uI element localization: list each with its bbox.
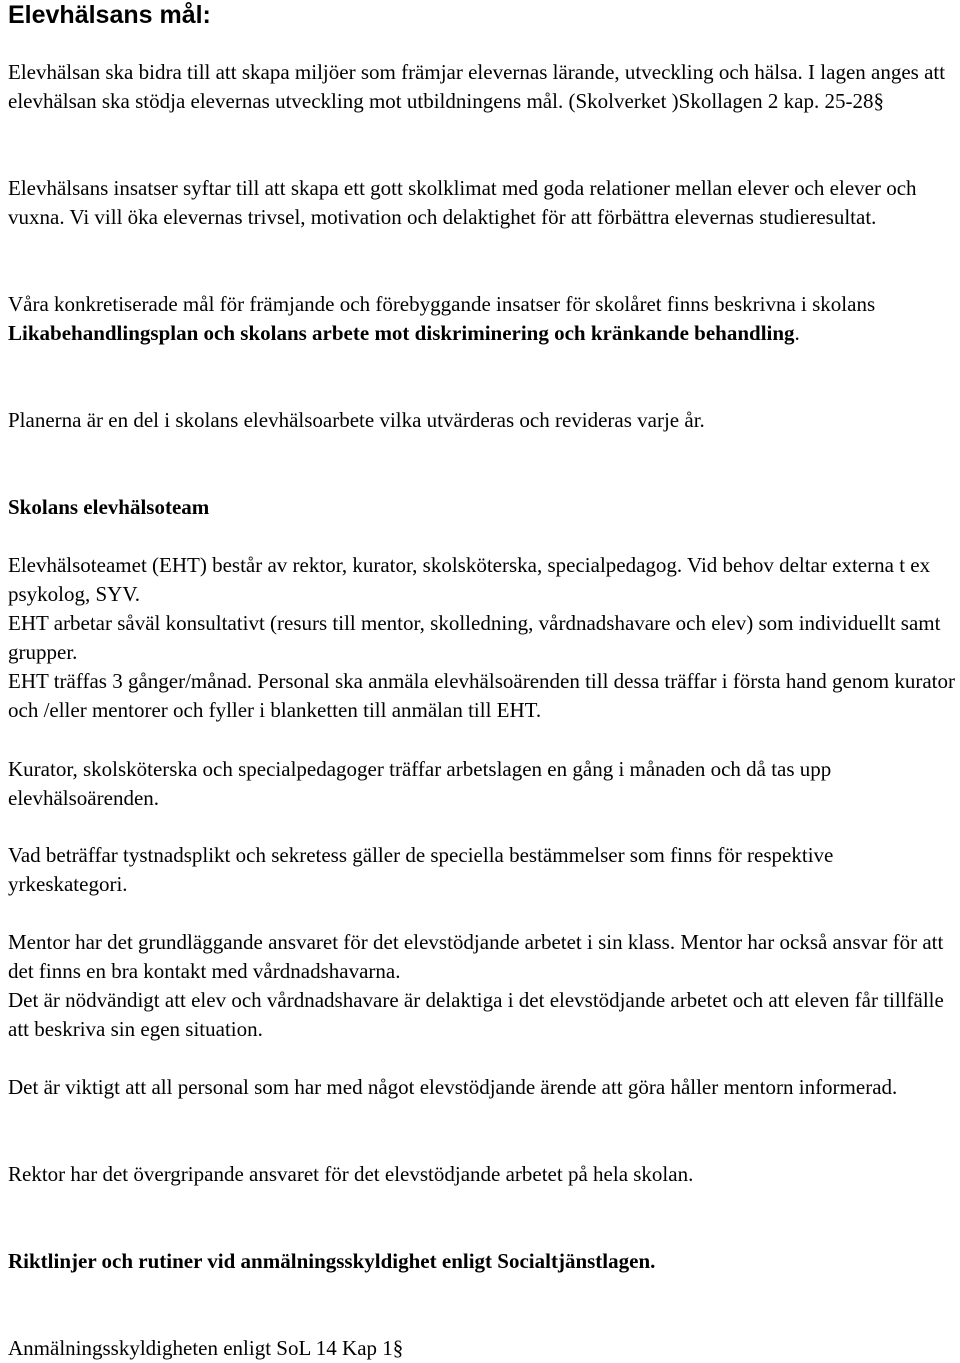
paragraph-elevhalsa-goals: Elevhälsans insatser syftar till att skapa ett gott skolklimat med goda relationer mellan elever och elever och vuxna. Vi vill öka elevernas trivsel, motivation och delaktighet för att förbättra elevernas studieresultat. [8,176,917,229]
paragraph-text: . [794,321,800,345]
paragraph-concretized-goals [8,290,958,348]
paragraph-team-meetings: EHT träffas 3 gånger/månad. Personal ska anmäla elevhälsoärenden till dessa träffar i första hand genom kurator och /eller mentorer och fyller i blanketten till anmälan till EHT. [8,669,955,722]
paragraph-mentor-responsibility: Mentor har det grundläggande ansvaret för det elevstödjande arbetet i sin klass. Mentor har också ansvar för att det finns en bra kontakt med vårdnadshavarna. [8,930,944,983]
page-title: Elevhälsans mål: [8,1,211,29]
paragraph-text: Våra konkretiserade mål för främjande och förebyggande insatser för skolåret finns beskrivna i skolans [8,292,876,316]
section-heading-guidelines: Riktlinjer och rutiner vid anmälningsskyldighet enligt Socialtjänstlagen. [8,1249,656,1273]
paragraph-elevhalsa-purpose: Elevhälsan ska bidra till att skapa miljöer som främjar elevernas lärande, utveckling och hälsa. I lagen anges att elevhälsan ska stödja elevernas utveckling mot utbildningens mål. (Skolverket )Skollagen 2 kap. 25-28§ [8,60,946,113]
paragraph-plans-evaluated: Planerna är en del i skolans elevhälsoarbete vilka utvärderas och revideras varje år. [8,408,705,432]
paragraph-confidentiality: Vad beträffar tystnadsplikt och sekretess gäller de speciella bestämmelser som finns för respektive yrkeskategori. [8,843,834,896]
paragraph-reporting-obligation: Anmälningsskyldigheten enligt SoL 14 Kap 1§ [8,1336,404,1360]
paragraph-inform-mentor: Det är viktigt att all personal som har med något elevstödjande ärende att göra håller mentorn informerad. [8,1075,898,1099]
paragraph-participation: Det är nödvändigt att elev och vårdnadshavare är delaktiga i det elevstödjande arbetet och att eleven får tillfälle att beskriva sin egen situation. [8,988,944,1041]
paragraph-principal-responsibility: Rektor har det övergripande ansvaret för det elevstödjande arbetet på hela skolan. [8,1162,694,1186]
plan-reference: Likabehandlingsplan och skolans arbete mot diskriminering och kränkande behandling [8,321,795,345]
paragraph-team-members: Elevhälsoteamet (EHT) består av rektor, kurator, skolsköterska, specialpedagog. Vid behov deltar externa t ex psykolog, SYV. [8,553,931,606]
section-heading-team: Skolans elevhälsoteam [8,495,210,519]
paragraph-monthly-meetings: Kurator, skolsköterska och specialpedagoger träffar arbetslagen en gång i månaden och då tas upp elevhälsoärenden. [8,757,832,810]
paragraph-team-consultative: EHT arbetar såväl konsultativt (resurs till mentor, skolledning, vårdnadshavare och elev) som individuellt samt grupper. [8,611,941,664]
